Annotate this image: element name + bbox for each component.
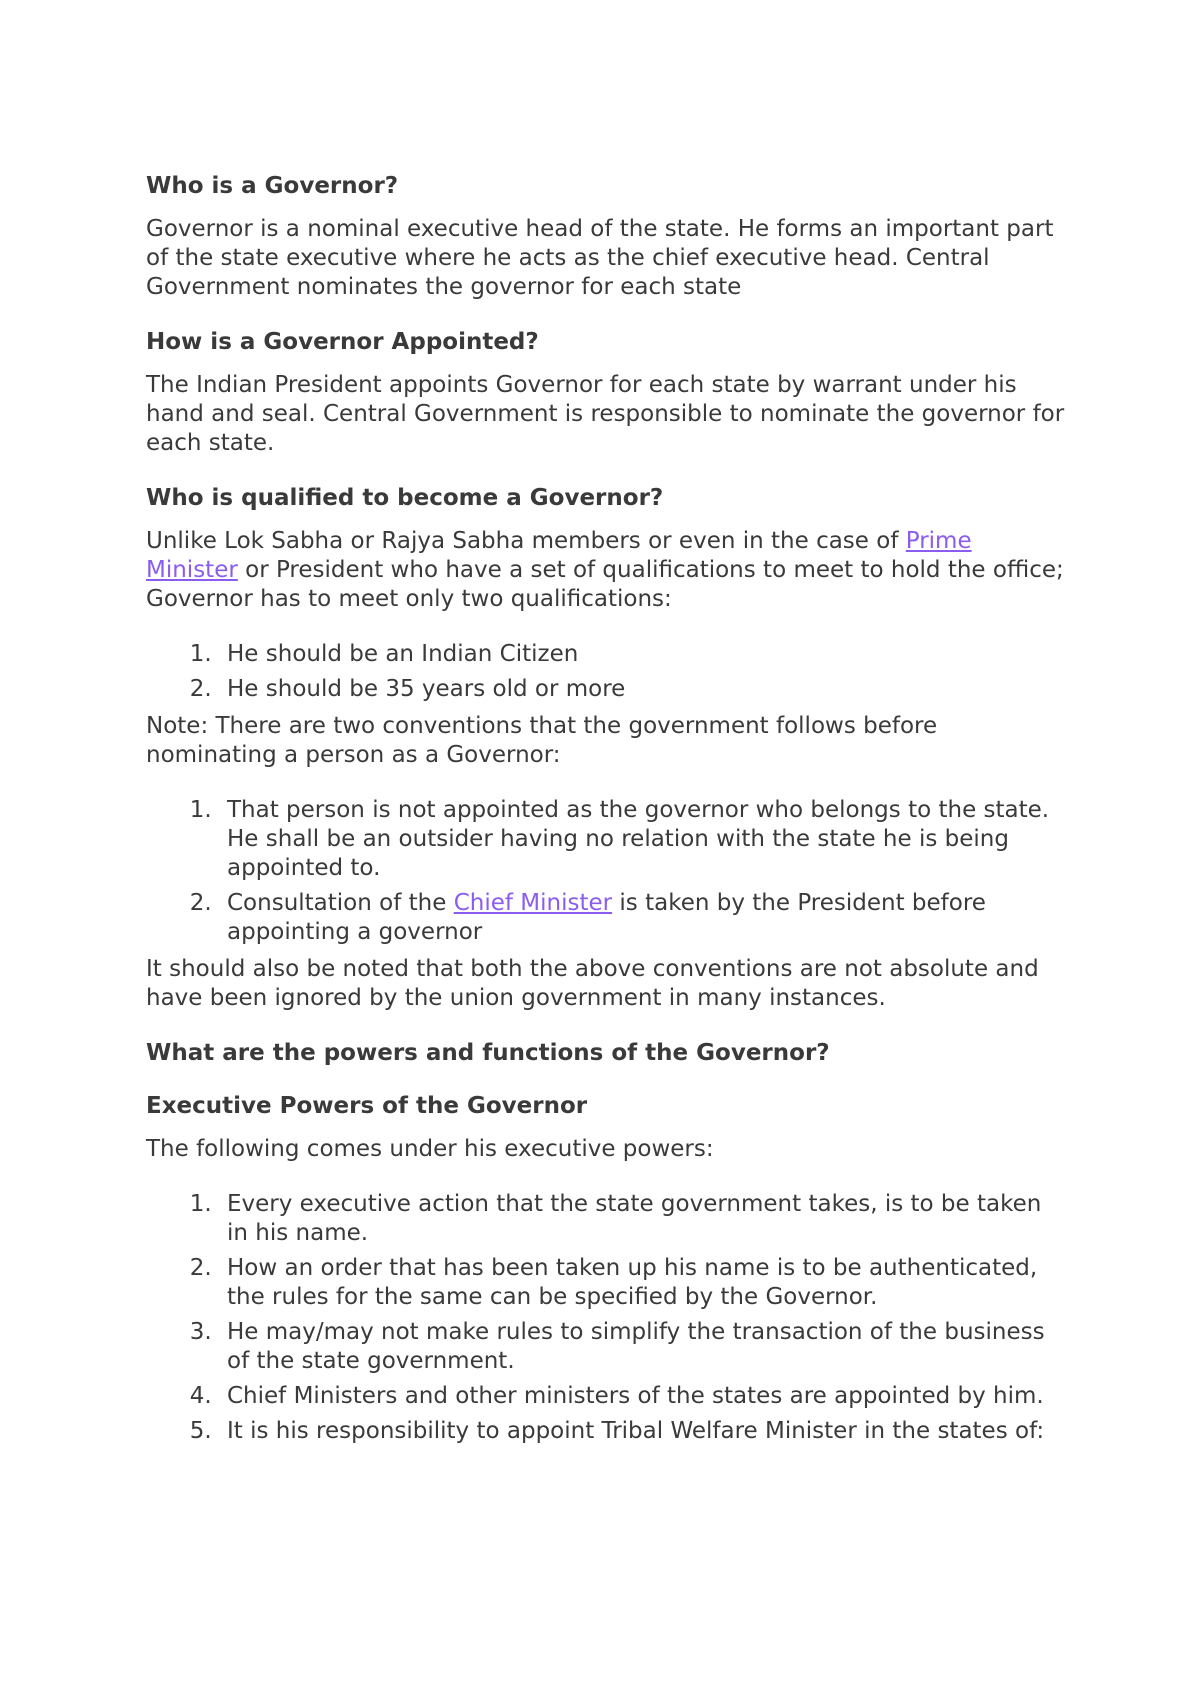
- paragraph-note-conventions: Note: There are two conventions that the government follows before nominating a person as a Governor:: [146, 713, 938, 768]
- list-item: 3. He may/may not make rules to simplify the transaction of the business of the state government.: [219, 1318, 1066, 1376]
- paragraph-conventions-note: It should also be noted that both the above conventions are not absolute and have been ignored by the union government in many instances.: [146, 956, 1039, 1011]
- paragraph-who-is-governor: Governor is a nominal executive head of the state. He forms an important part of the state executive where he acts as the chief executive head. Central Government nominates the governor for each state: [146, 216, 1054, 300]
- paragraph-executive-intro: The following comes under his executive powers:: [146, 1136, 714, 1162]
- convention-text-after: is taken by the President before appointing a governor: [227, 890, 986, 945]
- paragraph-how-appointed: The Indian President appoints Governor for each state by warrant under his hand and seal. Central Government is responsible to nominate the governor for each state.: [146, 372, 1065, 456]
- list-item: [219, 889, 1066, 947]
- heading-who-qualified: Who is qualified to become a Governor?: [146, 485, 664, 511]
- heading-powers-functions: What are the powers and functions of the Governor?: [146, 1040, 830, 1066]
- convention-text-before: Consultation of the: [227, 890, 454, 916]
- chief-minister-link[interactable]: Chief Minister: [453, 890, 613, 916]
- qualified-text-before: Unlike Lok Sabha or Rajya Sabha members or even in the case of: [146, 528, 906, 554]
- list-item: 5. It is his responsibility to appoint Tribal Welfare Minister in the states of:: [219, 1417, 1066, 1446]
- heading-executive-powers: Executive Powers of the Governor: [146, 1093, 588, 1119]
- list-item: 2. How an order that has been taken up his name is to be authenticated, the rules for the same can be specified by the Governor.: [219, 1254, 1066, 1312]
- qualifications-list: [146, 640, 1066, 704]
- document-page: [146, 172, 1066, 1454]
- list-item: 1. Every executive action that the state government takes, is to be taken in his name.: [219, 1190, 1066, 1248]
- heading-who-is-governor: Who is a Governor?: [146, 173, 399, 199]
- list-item: 1. He should be an Indian Citizen: [219, 640, 1066, 669]
- qualified-text-after: or President who have a set of qualifications to meet to hold the office; Governor has to meet only two qualifications:: [146, 557, 1064, 612]
- paragraph-who-qualified: [146, 527, 1066, 614]
- list-item: 4. Chief Ministers and other ministers of the states are appointed by him.: [219, 1382, 1066, 1411]
- list-item: 1. That person is not appointed as the governor who belongs to the state. He shall be an outsider having no relation with the state he is being appointed to.: [219, 796, 1066, 883]
- conventions-list: [146, 796, 1066, 947]
- prime-minister-link[interactable]: Prime Minister: [146, 528, 972, 583]
- heading-how-appointed: How is a Governor Appointed?: [146, 329, 539, 355]
- executive-powers-list: [146, 1190, 1066, 1446]
- list-item: 2. He should be 35 years old or more: [219, 675, 1066, 704]
